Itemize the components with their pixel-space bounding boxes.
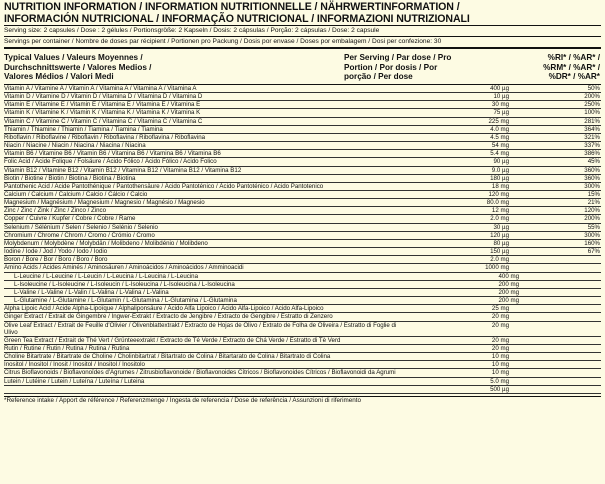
nutrient-amount: 120 mg <box>488 191 509 198</box>
nutrient-amount: 54 mg <box>491 142 509 150</box>
nutrient-reference-percent <box>519 281 601 288</box>
table-row <box>4 109 601 117</box>
nutrient-name: L-Leucine / L-Leucine / L-Leucin / L-Leucina / L-Leucina / L-Leucina <box>14 272 198 280</box>
nutrient-reference-percent <box>509 256 601 263</box>
nutrient-amount: 30 µg <box>493 223 509 231</box>
nutrient-reference-percent <box>509 386 601 393</box>
table-row <box>4 337 601 345</box>
header-reference-intake: %RI* / %AR* / %RM* / %AR* / %DR* / %AR* <box>543 53 600 82</box>
nutrient-amount: 10 mg <box>491 369 509 377</box>
nutrient-reference-percent <box>509 313 601 320</box>
nutrient-reference-percent: 100% <box>584 109 600 117</box>
nutrient-name: Boron / Bore / Bor / Boro / Boro / Boro <box>4 256 108 264</box>
label-title-line-1: NUTRITION INFORMATION / INFORMATION NUTRITIONNELLE / NÄHRWERTINFORMATION / <box>4 1 460 13</box>
table-row <box>4 85 601 93</box>
nutrient-name: Selenium / Sélénium / Selen / Selenio / Selénio / Selenio <box>4 223 158 231</box>
nutrient-name: Riboflavin / Riboflavine / Riboflavin / Riboflavina / Riboflavina / Riboflavina <box>4 133 206 141</box>
servings-per-container: Servings per container / Nombre de doses par récipient / Portionen pro Packung / Dosis por envase / Doses por embalagem / Dosi per confezione: 30 <box>4 36 601 47</box>
nutrient-amount: 25 mg <box>491 305 509 313</box>
nutrient-amount: 12 mg <box>491 207 509 215</box>
nutrient-name: Biotin / Biotine / Biotin / Biotina / Biotina / Biotina <box>4 174 136 182</box>
nutrient-name: Vitamin A / Vitamine A / Vitamin A / Vitamina A / Vitamina A / Vitamina A <box>4 84 197 92</box>
nutrient-reference-percent: 120% <box>584 207 600 215</box>
nutrient-name <box>4 386 399 393</box>
nutrient-reference-percent: 45% <box>587 158 600 166</box>
nutrient-amount: 5.0 mg <box>490 377 509 385</box>
nutrient-amount: 180 µg <box>490 174 509 182</box>
nutrient-reference-percent: 200% <box>584 93 600 101</box>
nutrient-amount: 1000 mg <box>485 264 509 272</box>
table-row <box>4 93 601 101</box>
serving-size: Serving size: 2 capsules / Dose : 2 gélules / Portionsgröße: 2 Kapseln / Dosis: 2 cápsulas / Porção: 2 cápsulas / Dose: 2 capsule <box>4 25 601 36</box>
nutrient-reference-percent: 250% <box>584 101 600 109</box>
nutrient-amount: 2.0 mg <box>490 256 509 264</box>
table-row <box>4 199 601 207</box>
table-row <box>4 126 601 134</box>
nutrient-reference-percent: 337% <box>584 142 600 150</box>
table-row <box>4 386 601 394</box>
nutrient-reference-percent: 300% <box>584 182 600 190</box>
nutrition-label <box>4 2 601 405</box>
nutrient-name: Green Tea Extract / Extrait de Thé Vert / Grünteeextrakt / Extracto de Té Verde / Extracto de Chá Verde / Estratto di Tè Verd <box>4 336 341 344</box>
nutrient-amount: 500 µg <box>490 385 509 393</box>
nutrient-amount: 80.0 mg <box>486 199 509 207</box>
nutrient-reference-percent: 300% <box>584 231 600 239</box>
nutrient-amount: 225 mg <box>488 117 509 125</box>
nutrient-amount: 200 mg <box>498 288 519 296</box>
nutrient-name: Niacin / Niacine / Niacin / Niacina / Niacina / Niacina <box>4 142 146 150</box>
table-row <box>4 142 601 150</box>
table-row <box>4 297 601 305</box>
table-row <box>4 345 601 353</box>
nutrient-amount: 200 mg <box>498 280 519 288</box>
table-row <box>4 134 601 142</box>
nutrient-amount: 10 mg <box>491 353 509 361</box>
nutrient-amount: 20 mg <box>491 344 509 352</box>
nutrient-name: L-Glutamine / L-Glutamine / L-Glutamin / L-Glutamina / L-Glutamina / L-Glutamina <box>14 297 237 305</box>
nutrient-name: Choline Bitartrate / Bitartrate de Choline / Cholinbitartrat / Bitartrato de Colina / Bitartarato de Colina / Bitartrato di Colina <box>4 353 331 361</box>
nutrient-name: Calcium / Calcium / Calcium / Calcio / Cálcio / Calcio <box>4 191 148 198</box>
nutrient-reference-percent: 200% <box>584 215 600 223</box>
table-row <box>4 264 601 272</box>
nutrient-reference-percent: 160% <box>584 239 600 247</box>
nutrient-name: Rutin / Rutine / Rutin / Rutina / Rutina / Rutina <box>4 344 130 352</box>
nutrient-amount: 9.0 µg <box>491 166 509 174</box>
nutrient-amount: 10 µg <box>493 93 509 101</box>
nutrient-amount: 120 µg <box>490 231 509 239</box>
nutrient-name: Citrus Bioflavonoids / Bioflavonoïdes d'Agrumes / Zitrusbioflavonoide / Bioflavonoides Cítricos / Bioflavonoides Cítricos / Bioflavonoidi da Agrumi <box>4 369 396 377</box>
nutrient-amount: 400 mg <box>498 272 519 280</box>
table-row <box>4 118 601 126</box>
nutrient-amount: 30 mg <box>491 101 509 109</box>
nutrient-name: Iodine / Iode / Jod / Yodo / Iodo / Iodio <box>4 248 108 256</box>
nutrient-name: Vitamin K / Vitamine K / Vitamin K / Vitamina K / Vitamina K / Vitamina K <box>4 109 201 117</box>
nutrient-amount: 20 mg <box>491 321 509 329</box>
table-row <box>4 175 601 183</box>
nutrient-amount: 400 µg <box>490 84 509 92</box>
table-row <box>4 281 601 289</box>
nutrient-name: Olive Leaf Extract / Extrait de Feuille d'Olivier / Olivenblattextrakt / Extracto de Hojas de Olivo / Extrato de Folha de Oliveira / Estratto di Foglie di Ulivo <box>4 321 397 336</box>
table-row <box>4 191 601 199</box>
header-typical-values: Typical Values / Valeurs Moyennes / Durchschnittswerte / Valores Medios / Valores Médios / Valori Medi <box>4 53 152 82</box>
nutrient-reference-percent: 21% <box>587 199 600 207</box>
nutrient-amount: 5.4 mg <box>490 150 509 158</box>
nutrient-name: Vitamin E / Vitamine E / Vitamin E / Vitamina E / Vitamina E / Vitamina E <box>4 101 201 109</box>
nutrient-amount: 4.5 mg <box>490 133 509 141</box>
nutrient-reference-percent: 360% <box>584 166 600 174</box>
nutrient-name: Thiamin / Thiamine / Thiamin / Tiamina / Tiamina / Tiamina <box>4 125 163 133</box>
nutrient-reference-percent: 15% <box>587 191 600 198</box>
nutrient-name: Vitamin C / Vitamine C / Vitamin C / Vitamina C / Vitamina C / Vitamina C <box>4 117 203 125</box>
table-row <box>4 256 601 264</box>
nutrient-reference-percent <box>519 289 601 296</box>
reference-intake-footnote: *Reference intake / Apport de référence / Referenzmenge / Ingesta de referencia / Dose de referência / Assunzioni di riferimento <box>4 396 601 406</box>
table-row <box>4 322 601 337</box>
table-row <box>4 150 601 158</box>
nutrient-reference-percent: 386% <box>584 150 600 158</box>
table-row <box>4 232 601 240</box>
table-row <box>4 369 601 377</box>
nutrient-reference-percent <box>519 297 601 304</box>
nutrient-name: Zinc / Zinc / Zink / Zinc / Zinco / Zinco <box>4 207 107 215</box>
label-title-line-2: INFORMACIÓN NUTRICIONAL / INFORMAÇÃO NUTRICIONAL / INFORMAZIONI NUTRIZIONALI <box>4 12 470 25</box>
table-row <box>4 289 601 297</box>
nutrient-table <box>4 84 601 394</box>
nutrient-reference-percent: 360% <box>584 174 600 182</box>
nutrient-reference-percent: 364% <box>584 125 600 133</box>
nutrient-reference-percent <box>509 361 601 368</box>
table-row <box>4 378 601 386</box>
nutrient-amount: 200 mg <box>498 297 519 305</box>
table-row <box>4 240 601 248</box>
nutrient-name: Vitamin B6 / Vitamine B6 / Vitamin B6 / Vitamina B6 / Vitamina B6 / Vitamina B6 <box>4 150 221 158</box>
header-per-serving: Per Serving / Par dose / Pro Portion / Por dosis / Por porção / Per dose <box>344 53 452 82</box>
nutrient-amount: 18 mg <box>491 182 509 190</box>
table-row <box>4 207 601 215</box>
table-row <box>4 158 601 166</box>
nutrient-reference-percent <box>509 305 601 312</box>
nutrient-reference-percent <box>509 345 601 352</box>
table-row <box>4 313 601 321</box>
nutrient-name: Amino Acids / Acides Aminés / Aminosäuren / Aminoácidos / Aminoácidos / Amminoacidi <box>4 264 244 272</box>
nutrient-amount: 20 mg <box>491 313 509 321</box>
nutrient-amount: 80 µg <box>493 239 509 247</box>
nutrient-name: Inositol / Inositol / Inosit / Inositol / Inositol / Inositolo <box>4 361 145 369</box>
nutrient-name: Molybdenum / Molybdène / Molybdän / Molibdeno / Molibdénio / Molibdeno <box>4 239 208 247</box>
nutrient-name: Vitamin B12 / Vitamine B12 / Vitamin B12 / Vitamina B12 / Vitamina B12 / Vitamina B12 <box>4 166 242 174</box>
nutrient-reference-percent <box>509 322 601 336</box>
table-row <box>4 361 601 369</box>
nutrient-amount: 4.0 mg <box>490 125 509 133</box>
nutrient-reference-percent: 321% <box>584 133 600 141</box>
table-row <box>4 101 601 109</box>
table-row <box>4 353 601 361</box>
table-row <box>4 224 601 232</box>
nutrient-reference-percent: 55% <box>587 223 600 231</box>
nutrient-reference-percent <box>519 273 601 280</box>
nutrient-amount: 10 mg <box>491 361 509 369</box>
table-row <box>4 248 601 256</box>
nutrient-name: Ginger Extract / Extrait de Gingembre / Ingwer-Extrakt / Extracto de Jengibre / Extracto de Gengibre / Estratto di Zenzero <box>4 313 333 321</box>
nutrient-name: Vitamin D / Vitamine D / Vitamin D / Vitamina D / Vitamina D / Vitamina D <box>4 93 203 101</box>
nutrient-name: Magnesium / Magnésium / Magnesium / Magnesio / Magnésio / Magnesio <box>4 199 205 207</box>
nutrient-reference-percent <box>509 337 601 344</box>
nutrient-reference-percent <box>509 353 601 360</box>
nutrient-name: L-Isoleucine / L-Isoleucine / L-Isoleucin / L-Isoleucina / L-Isoleucina / L-Isoleucina <box>14 280 235 288</box>
nutrient-name: Folic Acid / Acide Folique / Folsäure / Ácido Fólico / Ácido Fólico / Acido Folico <box>4 158 217 166</box>
table-row <box>4 167 601 175</box>
nutrient-amount: 150 µg <box>490 248 509 256</box>
nutrient-name: L-Valine / L-Valine / L-Valin / L-Valina / L-Valina / L-Valina <box>14 288 169 296</box>
nutrient-reference-percent: 67% <box>587 248 600 256</box>
nutrient-amount: 75 µg <box>493 109 509 117</box>
nutrient-name: Chromium / Chrome / Chrom / Cromo / Crómio / Cromo <box>4 231 155 239</box>
nutrient-reference-percent: 50% <box>587 84 600 92</box>
table-row <box>4 183 601 191</box>
nutrient-name: Alpha Lipoic Acid / Acide Alpha-Lipoïque / Alphaliponsäure / Ácido Alfa Lipoico / Ácido Alfa-Lipoico / Acido Alfa-Lipoico <box>4 305 324 313</box>
nutrient-reference-percent <box>509 264 601 271</box>
nutrient-name: Pantothenic Acid / Acide Pantothénique / Pantothensäure / Ácido Pantoténico / Ácido Pantoténico / Acido Pantotenico <box>4 182 324 190</box>
table-row <box>4 273 601 281</box>
nutrient-amount: 20 mg <box>491 336 509 344</box>
nutrient-reference-percent <box>509 378 601 385</box>
nutrient-reference-percent: 281% <box>584 117 600 125</box>
nutrient-amount: 2.0 mg <box>490 215 509 223</box>
table-header <box>4 47 601 84</box>
nutrient-name: Lutein / Lutéine / Lutein / Luteína / Luteína / Luteina <box>4 377 145 385</box>
nutrient-reference-percent <box>509 369 601 376</box>
nutrient-name: Copper / Cuivre / Kupfer / Cobre / Cobre / Rame <box>4 215 136 223</box>
table-row <box>4 305 601 313</box>
table-row <box>4 215 601 223</box>
nutrient-amount: 90 µg <box>493 158 509 166</box>
